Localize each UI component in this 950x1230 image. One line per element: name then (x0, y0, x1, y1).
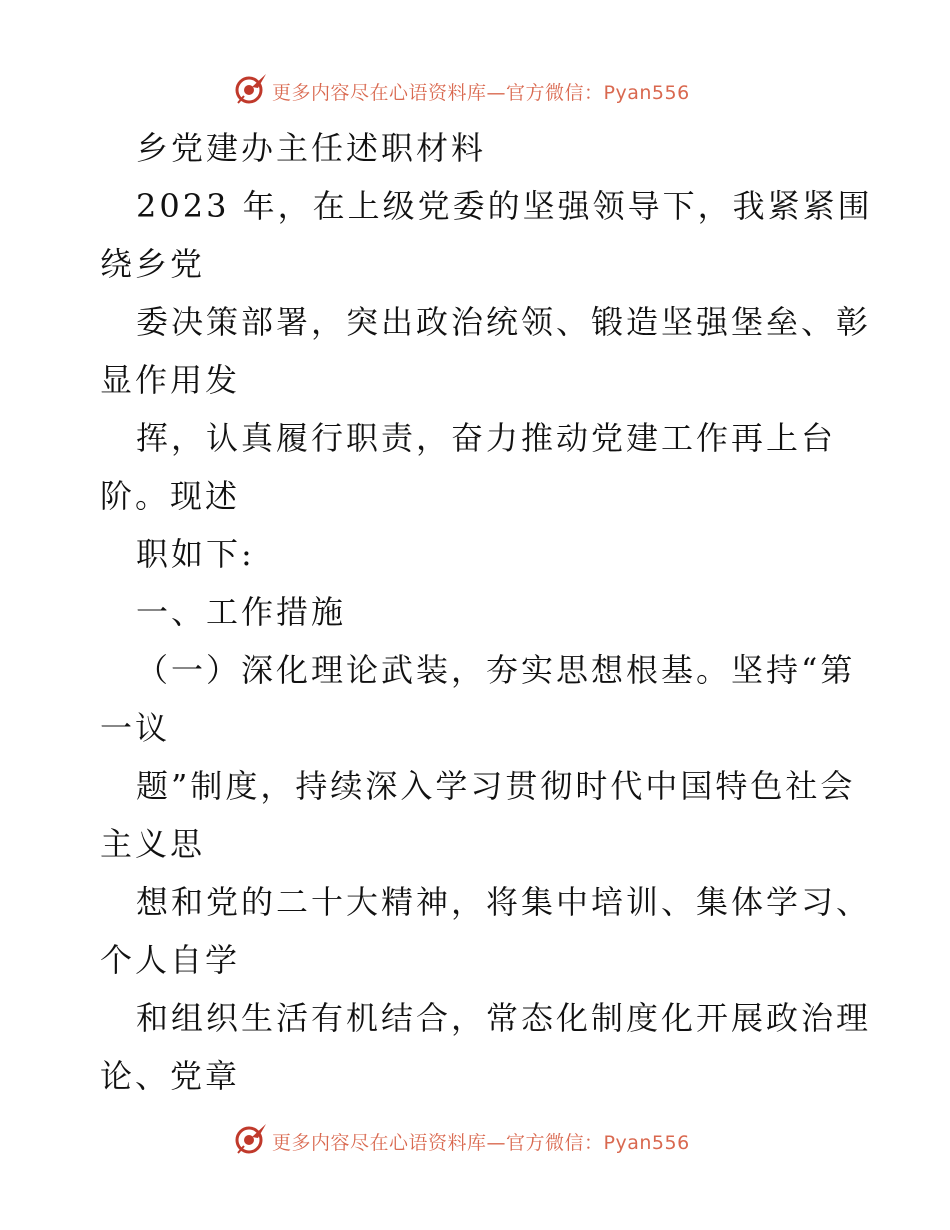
header-banner-text: 更多内容尽在心语资料库—官方微信：Pyan556 (272, 82, 690, 104)
paragraph-line: 个人自学 (100, 941, 241, 979)
section-heading: 一、工作措施 (136, 593, 347, 631)
footer-banner (0, 1120, 950, 1160)
paragraph-line: 题”制度，持续深入学习贯彻时代中国特色社会 (136, 767, 856, 805)
paragraph-line: 挥，认真履行职责，奋力推动党建工作再上台 (136, 419, 837, 457)
paragraph-line: 一议 (100, 709, 171, 747)
quill-logo-icon (234, 72, 268, 106)
paragraph-line: 主义思 (100, 825, 206, 863)
paragraph-line: 阶。现述 (100, 477, 241, 515)
footer-banner-text: 更多内容尽在心语资料库—官方微信：Pyan556 (272, 1132, 690, 1154)
document-title: 乡党建办主任述职材料 (136, 129, 487, 167)
paragraph-line: 2023 年，在上级党委的坚强领导下，我紧紧围 (136, 187, 873, 225)
paragraph-line: 显作用发 (100, 361, 241, 399)
paragraph-line: 和组织生活有机结合，常态化制度化开展政治理 (136, 999, 872, 1037)
paragraph-line: 委决策部署，突出政治统领、锻造坚强堡垒、彰 (136, 303, 872, 341)
paragraph-line: 论、党章 (100, 1057, 241, 1095)
paragraph-line: 想和党的二十大精神，将集中培训、集体学习、 (136, 883, 872, 921)
paragraph-line: 职如下: (136, 535, 255, 573)
paragraph-line: （一）深化理论武装，夯实思想根基。坚持“第 (136, 651, 856, 689)
paragraph-line: 绕乡党 (100, 245, 206, 283)
quill-logo-icon (234, 1122, 268, 1156)
header-banner (0, 70, 950, 110)
